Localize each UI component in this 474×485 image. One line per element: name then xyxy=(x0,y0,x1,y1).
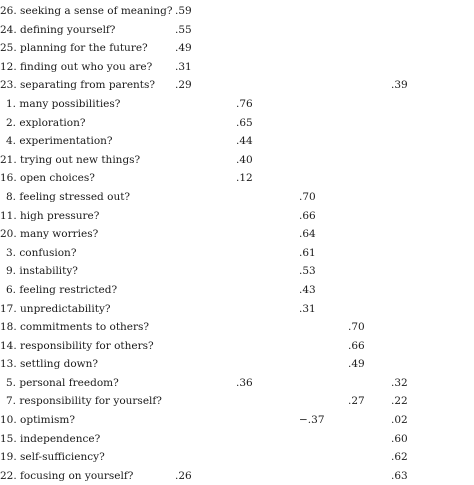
item-label xyxy=(0,318,149,337)
factor-loadings-table xyxy=(0,2,474,485)
loading-value: .76 xyxy=(236,97,253,110)
item-text: defining yourself? xyxy=(20,23,116,36)
loading-value: .31 xyxy=(299,302,316,315)
item-label xyxy=(0,39,148,58)
item-number: 2. xyxy=(6,116,17,129)
loading-value: .61 xyxy=(299,246,316,259)
loading-value: .65 xyxy=(236,116,253,129)
item-label xyxy=(6,244,76,263)
item-label xyxy=(6,95,120,114)
item-number: 10. xyxy=(0,414,17,427)
item-number: 22. xyxy=(0,469,17,482)
table-row xyxy=(0,114,474,133)
table-row xyxy=(0,95,474,114)
item-label xyxy=(0,467,133,485)
table-row xyxy=(0,244,474,263)
item-text: unpredictability? xyxy=(20,302,111,315)
table-row xyxy=(0,207,474,226)
item-label xyxy=(6,114,85,133)
item-text: many possibilities? xyxy=(19,97,121,110)
item-label xyxy=(6,132,113,151)
table-row xyxy=(0,76,474,95)
loading-value: .44 xyxy=(236,135,253,148)
item-label xyxy=(0,2,173,21)
loading-value: .49 xyxy=(348,358,365,371)
item-label xyxy=(6,281,117,300)
item-number: 25. xyxy=(0,42,17,55)
table-row xyxy=(0,300,474,319)
item-number: 19. xyxy=(0,451,17,464)
loading-value: .32 xyxy=(391,376,408,389)
table-row xyxy=(0,262,474,281)
item-number: 26. xyxy=(0,5,17,17)
item-text: settling down? xyxy=(20,358,99,371)
table-row xyxy=(0,374,474,393)
loading-value: .26 xyxy=(175,469,192,482)
item-number: 4. xyxy=(6,135,17,148)
loading-value: .66 xyxy=(299,209,316,222)
table-row xyxy=(0,281,474,300)
loading-value: .27 xyxy=(348,395,365,408)
item-label xyxy=(0,411,75,430)
table-row xyxy=(0,467,474,485)
table-row xyxy=(0,21,474,40)
loading-value: .31 xyxy=(175,60,192,73)
item-text: planning for the future? xyxy=(20,42,148,55)
loading-value: .55 xyxy=(175,23,192,36)
loading-value: .64 xyxy=(299,228,316,241)
item-text: separating from parents? xyxy=(20,79,156,92)
item-text: high pressure? xyxy=(20,209,100,222)
item-label xyxy=(0,430,100,449)
item-number: 3. xyxy=(6,246,17,259)
item-label xyxy=(0,448,105,467)
item-text: responsibility for yourself? xyxy=(19,395,162,408)
table-row xyxy=(0,318,474,337)
item-text: optimism? xyxy=(20,414,75,427)
loading-value: .22 xyxy=(391,395,408,408)
loading-value: .70 xyxy=(348,321,365,334)
loading-value: .39 xyxy=(391,79,408,92)
table-row xyxy=(0,2,474,21)
item-number: 5. xyxy=(6,376,17,389)
item-number: 7. xyxy=(6,395,17,408)
item-text: instability? xyxy=(19,265,78,278)
item-label xyxy=(0,337,154,356)
item-text: exploration? xyxy=(19,116,86,129)
item-text: trying out new things? xyxy=(20,153,141,166)
item-label xyxy=(6,392,162,411)
item-label xyxy=(6,188,130,207)
table-row xyxy=(0,355,474,374)
table-row xyxy=(0,448,474,467)
table-row xyxy=(0,151,474,170)
item-number: 20. xyxy=(0,228,17,241)
item-number: 21. xyxy=(0,153,17,166)
loading-value: .63 xyxy=(391,469,408,482)
loading-value: .40 xyxy=(236,153,253,166)
item-text: feeling restricted? xyxy=(19,283,118,296)
item-text: self-sufficiency? xyxy=(20,451,105,464)
loading-value: .60 xyxy=(391,432,408,445)
item-label xyxy=(6,262,78,281)
item-text: experimentation? xyxy=(19,135,113,148)
item-number: 6. xyxy=(6,283,17,296)
table-row xyxy=(0,188,474,207)
loading-value: −.37 xyxy=(299,414,325,427)
item-label xyxy=(6,374,119,393)
item-number: 14. xyxy=(0,339,17,352)
loading-value: .02 xyxy=(391,414,408,427)
item-number: 17. xyxy=(0,302,17,315)
item-label xyxy=(0,58,152,77)
loading-value: .66 xyxy=(348,339,365,352)
item-text: seeking a sense of meaning? xyxy=(20,5,173,17)
item-text: open choices? xyxy=(20,172,95,185)
item-label xyxy=(0,151,140,170)
item-number: 11. xyxy=(0,209,17,222)
table-row xyxy=(0,58,474,77)
item-text: feeling stressed out? xyxy=(19,190,131,203)
item-number: 15. xyxy=(0,432,17,445)
item-number: 24. xyxy=(0,23,17,36)
item-text: focusing on yourself? xyxy=(20,469,134,482)
item-number: 16. xyxy=(0,172,17,185)
item-label xyxy=(0,225,98,244)
table-row xyxy=(0,411,474,430)
item-label xyxy=(0,300,111,319)
table-row xyxy=(0,225,474,244)
item-label xyxy=(0,169,95,188)
item-label xyxy=(0,355,98,374)
table-row xyxy=(0,392,474,411)
loading-value: .36 xyxy=(236,376,253,389)
table-row xyxy=(0,430,474,449)
item-number: 12. xyxy=(0,60,17,73)
item-text: independence? xyxy=(20,432,101,445)
loading-value: .59 xyxy=(175,5,192,17)
table-row xyxy=(0,39,474,58)
table-row xyxy=(0,337,474,356)
item-number: 1. xyxy=(6,97,17,110)
loading-value: .62 xyxy=(391,451,408,464)
item-text: confusion? xyxy=(19,246,77,259)
loading-value: .49 xyxy=(175,42,192,55)
item-label xyxy=(0,207,99,226)
loading-value: .43 xyxy=(299,283,316,296)
item-text: commitments to others? xyxy=(20,321,150,334)
table-row xyxy=(0,132,474,151)
item-number: 23. xyxy=(0,79,17,92)
item-text: personal freedom? xyxy=(19,376,119,389)
item-text: many worries? xyxy=(20,228,99,241)
item-text: responsibility for others? xyxy=(20,339,154,352)
item-label xyxy=(0,21,115,40)
item-number: 8. xyxy=(6,190,17,203)
item-number: 18. xyxy=(0,321,17,334)
item-number: 9. xyxy=(6,265,17,278)
loading-value: .12 xyxy=(236,172,253,185)
loading-value: .29 xyxy=(175,79,192,92)
item-label xyxy=(0,76,155,95)
loading-value: .53 xyxy=(299,265,316,278)
loading-value: .70 xyxy=(299,190,316,203)
item-number: 13. xyxy=(0,358,17,371)
item-text: finding out who you are? xyxy=(20,60,153,73)
table-row xyxy=(0,169,474,188)
